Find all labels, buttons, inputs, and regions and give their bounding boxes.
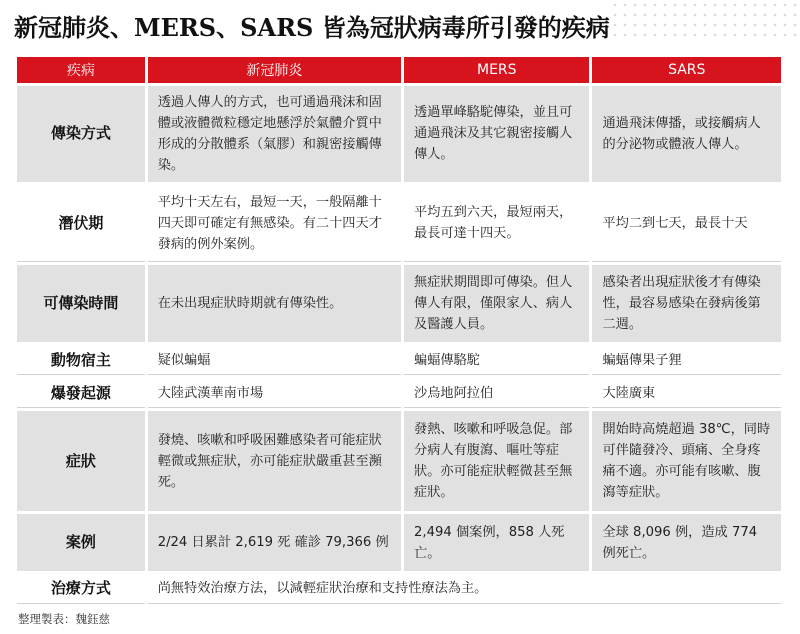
cell-sars: 大陸廣東 (592, 378, 781, 408)
cell-mers: 發熱、咳嗽和呼吸急促。部分病人有腹瀉、嘔吐等症狀。亦可能症狀輕微甚至無症狀。 (404, 411, 589, 511)
cell-covid: 平均十天左右，最短一天，一般隔離十四天即可確定有無感染。有二十四天才發病的例外案例。 (148, 185, 401, 262)
cell-sars: 通過飛沫傳播，或接觸病人的分泌物或體液人傳人。 (592, 86, 781, 182)
row-label-cases: 案例 (17, 514, 145, 570)
row-label-incubation: 潛伏期 (17, 185, 145, 262)
cell-mers: 沙烏地阿拉伯 (404, 378, 589, 408)
cell-mers: 無症狀期間即可傳染。但人傳人有限，僅限家人、病人及醫護人員。 (404, 265, 589, 342)
row-label-animal-host: 動物宿主 (17, 345, 145, 375)
page-title: 新冠肺炎、MERS、SARS 皆為冠狀病毒所引發的疾病 (14, 13, 610, 42)
row-label-outbreak-origin: 爆發起源 (17, 378, 145, 408)
cell-mers: 透過單峰駱駝傳染，並且可通過飛沫及其它親密接觸人傳人。 (404, 86, 589, 182)
cell-sars: 平均二到七天，最長十天 (592, 185, 781, 262)
cell-covid: 2/24 日累計 2,619 死 確診 79,366 例 (148, 514, 401, 570)
cell-covid: 透過人傳人的方式，也可通過飛沫和固體或液體微粒穩定地懸浮於氣體介質中形成的分散體系（氣膠）和親密接觸傳染。 (148, 86, 401, 182)
table-header-row (17, 57, 781, 83)
header-sars: SARS (592, 57, 781, 83)
row-label-contagious-period: 可傳染時間 (17, 265, 145, 342)
cell-covid: 發燒、咳嗽和呼吸困難感染者可能症狀輕微或無症狀，亦可能症狀嚴重甚至瀕死。 (148, 411, 401, 511)
cell-covid: 疑似蝙蝠 (148, 345, 401, 375)
cell-mers: 平均五到六天，最短兩天，最長可達十四天。 (404, 185, 589, 262)
header-covid: 新冠肺炎 (148, 57, 401, 83)
comparison-table (14, 54, 784, 607)
cell-sars: 感染者出現症狀後才有傳染性，最容易感染在發病後第二週。 (592, 265, 781, 342)
table-row (17, 378, 781, 408)
cell-sars: 開始時高燒超過 38℃，同時可伴隨發冷、頭痛、全身疼痛不適。亦可能有咳嗽、腹瀉等症狀。 (592, 411, 781, 511)
table-row (17, 265, 781, 342)
row-label-transmission: 傳染方式 (17, 86, 145, 182)
row-label-treatment: 治療方式 (17, 574, 145, 604)
cell-sars: 全球 8,096 例，造成 774 例死亡。 (592, 514, 781, 570)
cell-covid: 在未出現症狀時期就有傳染性。 (148, 265, 401, 342)
header-mers: MERS (404, 57, 589, 83)
cell-treatment: 尚無特效治療方法，以減輕症狀治療和支持性療法為主。 (148, 574, 781, 604)
cell-mers: 蝙蝠傳駱駝 (404, 345, 589, 375)
cell-covid: 大陸武漢華南市場 (148, 378, 401, 408)
table-row (17, 345, 781, 375)
table-row (17, 86, 781, 182)
cell-sars: 蝙蝠傳果子狸 (592, 345, 781, 375)
table-row (17, 411, 781, 511)
credit-footer: 整理製表：魏鈺慈 (18, 612, 110, 626)
header-disease: 疾病 (17, 57, 145, 83)
cell-mers: 2,494 個案例，858 人死亡。 (404, 514, 589, 570)
decorative-dot-pattern (610, 0, 800, 40)
table-row (17, 514, 781, 570)
table-row (17, 574, 781, 604)
table-row (17, 185, 781, 262)
row-label-symptoms: 症狀 (17, 411, 145, 511)
